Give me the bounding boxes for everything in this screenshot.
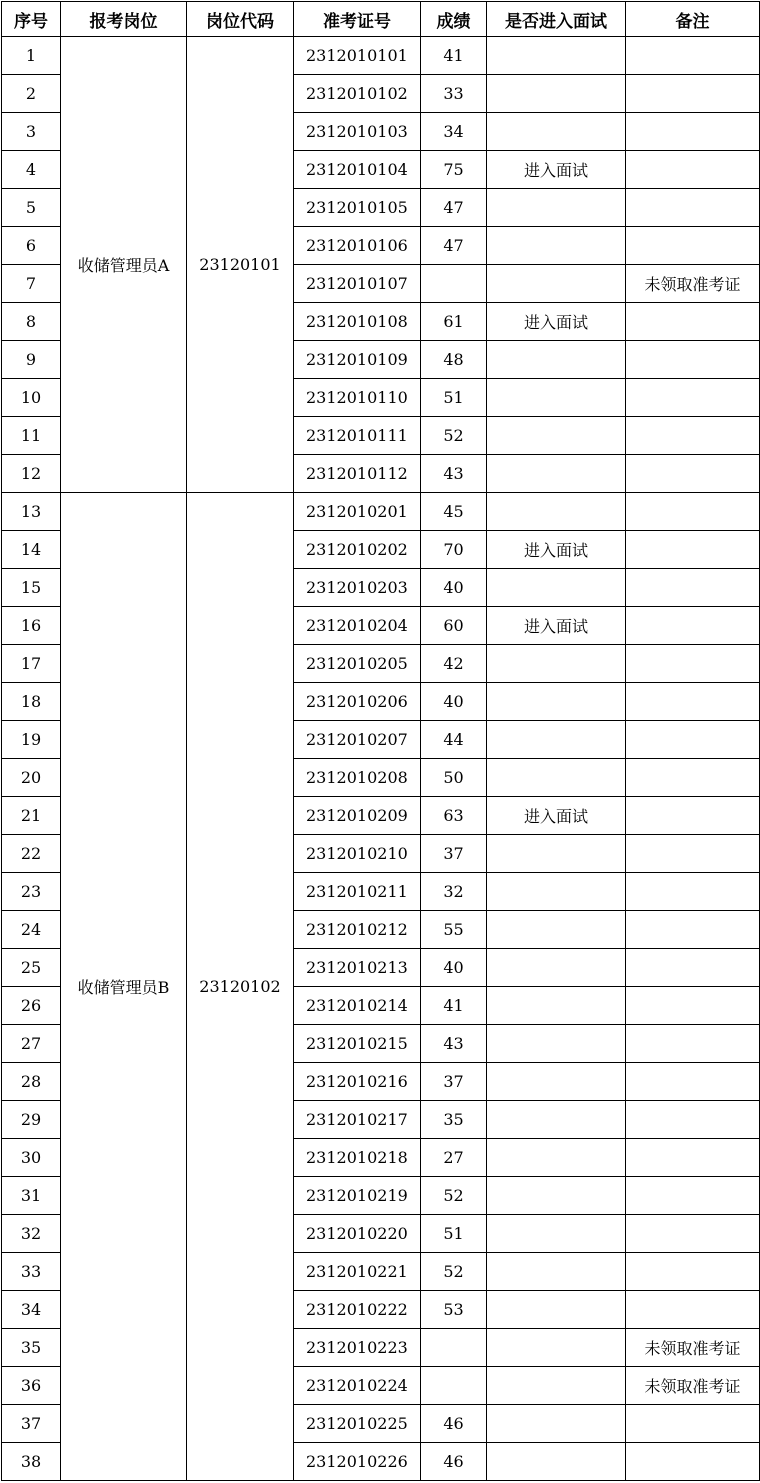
ticket-number-cell: 2312010217 <box>294 1101 421 1139</box>
interview-status-cell <box>487 1063 626 1101</box>
remark-cell <box>626 797 760 835</box>
row-no-cell: 18 <box>2 683 61 721</box>
ticket-number-cell: 2312010106 <box>294 227 421 265</box>
score-cell: 52 <box>421 1253 487 1291</box>
interview-status-cell <box>487 835 626 873</box>
score-cell: 33 <box>421 75 487 113</box>
ticket-number-cell: 2312010219 <box>294 1177 421 1215</box>
interview-status-cell: 进入面试 <box>487 531 626 569</box>
score-cell: 46 <box>421 1405 487 1443</box>
interview-status-cell <box>487 1443 626 1481</box>
row-no-cell: 9 <box>2 341 61 379</box>
score-cell: 63 <box>421 797 487 835</box>
score-cell: 34 <box>421 113 487 151</box>
row-no-cell: 8 <box>2 303 61 341</box>
row-no-cell: 15 <box>2 569 61 607</box>
score-cell: 51 <box>421 379 487 417</box>
interview-status-cell <box>487 341 626 379</box>
score-cell: 27 <box>421 1139 487 1177</box>
position-cell: 收储管理员B <box>61 493 187 1481</box>
ticket-number-cell: 2312010204 <box>294 607 421 645</box>
ticket-number-cell: 2312010208 <box>294 759 421 797</box>
remark-cell <box>626 607 760 645</box>
row-no-cell: 22 <box>2 835 61 873</box>
row-no-cell: 20 <box>2 759 61 797</box>
table-row <box>2 37 760 75</box>
row-no-cell: 36 <box>2 1367 61 1405</box>
row-no-cell: 2 <box>2 75 61 113</box>
row-no-cell: 25 <box>2 949 61 987</box>
remark-cell <box>626 873 760 911</box>
score-cell: 55 <box>421 911 487 949</box>
remark-cell <box>626 341 760 379</box>
remark-cell <box>626 1139 760 1177</box>
score-cell: 40 <box>421 683 487 721</box>
ticket-number-cell: 2312010220 <box>294 1215 421 1253</box>
ticket-number-cell: 2312010111 <box>294 417 421 455</box>
position-code-cell: 23120102 <box>187 493 294 1481</box>
score-cell: 52 <box>421 417 487 455</box>
score-cell: 61 <box>421 303 487 341</box>
score-cell: 43 <box>421 1025 487 1063</box>
ticket-number-cell: 2312010210 <box>294 835 421 873</box>
row-no-cell: 1 <box>2 37 61 75</box>
interview-status-cell <box>487 37 626 75</box>
ticket-number-cell: 2312010225 <box>294 1405 421 1443</box>
remark-cell <box>626 303 760 341</box>
table-body <box>2 37 760 1481</box>
interview-status-cell: 进入面试 <box>487 607 626 645</box>
row-no-cell: 4 <box>2 151 61 189</box>
interview-status-cell: 进入面试 <box>487 151 626 189</box>
remark-cell <box>626 569 760 607</box>
interview-status-cell <box>487 493 626 531</box>
ticket-number-cell: 2312010226 <box>294 1443 421 1481</box>
remark-cell <box>626 493 760 531</box>
header-position-code: 岗位代码 <box>187 2 294 37</box>
remark-cell <box>626 949 760 987</box>
interview-status-cell: 进入面试 <box>487 797 626 835</box>
position-cell: 收储管理员A <box>61 37 187 493</box>
score-cell: 53 <box>421 1291 487 1329</box>
row-no-cell: 10 <box>2 379 61 417</box>
ticket-number-cell: 2312010206 <box>294 683 421 721</box>
row-no-cell: 30 <box>2 1139 61 1177</box>
score-cell: 43 <box>421 455 487 493</box>
remark-cell <box>626 683 760 721</box>
remark-cell <box>626 455 760 493</box>
score-cell: 46 <box>421 1443 487 1481</box>
interview-status-cell <box>487 265 626 303</box>
ticket-number-cell: 2312010212 <box>294 911 421 949</box>
interview-status-cell <box>487 721 626 759</box>
ticket-number-cell: 2312010218 <box>294 1139 421 1177</box>
interview-status-cell <box>487 455 626 493</box>
ticket-number-cell: 2312010203 <box>294 569 421 607</box>
remark-cell <box>626 645 760 683</box>
remark-cell <box>626 835 760 873</box>
ticket-number-cell: 2312010207 <box>294 721 421 759</box>
row-no-cell: 13 <box>2 493 61 531</box>
remark-cell <box>626 987 760 1025</box>
row-no-cell: 35 <box>2 1329 61 1367</box>
row-no-cell: 37 <box>2 1405 61 1443</box>
row-no-cell: 21 <box>2 797 61 835</box>
remark-cell <box>626 531 760 569</box>
remark-cell <box>626 417 760 455</box>
score-cell: 45 <box>421 493 487 531</box>
row-no-cell: 27 <box>2 1025 61 1063</box>
ticket-number-cell: 2312010215 <box>294 1025 421 1063</box>
ticket-number-cell: 2312010214 <box>294 987 421 1025</box>
remark-cell <box>626 37 760 75</box>
interview-status-cell <box>487 1329 626 1367</box>
interview-status-cell <box>487 1367 626 1405</box>
interview-status-cell <box>487 911 626 949</box>
header-no: 序号 <box>2 2 61 37</box>
row-no-cell: 33 <box>2 1253 61 1291</box>
remark-cell <box>626 1443 760 1481</box>
remark-cell <box>626 1253 760 1291</box>
ticket-number-cell: 2312010109 <box>294 341 421 379</box>
score-cell: 40 <box>421 569 487 607</box>
position-code-cell: 23120101 <box>187 37 294 493</box>
row-no-cell: 6 <box>2 227 61 265</box>
interview-status-cell <box>487 379 626 417</box>
remark-cell <box>626 75 760 113</box>
ticket-number-cell: 2312010205 <box>294 645 421 683</box>
score-cell <box>421 265 487 303</box>
remark-cell: 未领取准考证 <box>626 265 760 303</box>
ticket-number-cell: 2312010211 <box>294 873 421 911</box>
score-cell: 47 <box>421 227 487 265</box>
interview-status-cell <box>487 1291 626 1329</box>
ticket-number-cell: 2312010108 <box>294 303 421 341</box>
remark-cell <box>626 721 760 759</box>
ticket-number-cell: 2312010216 <box>294 1063 421 1101</box>
ticket-number-cell: 2312010222 <box>294 1291 421 1329</box>
score-cell: 50 <box>421 759 487 797</box>
score-cell: 51 <box>421 1215 487 1253</box>
score-cell: 48 <box>421 341 487 379</box>
interview-status-cell <box>487 113 626 151</box>
interview-status-cell <box>487 987 626 1025</box>
results-table <box>1 1 760 1481</box>
interview-status-cell <box>487 1101 626 1139</box>
remark-cell <box>626 1291 760 1329</box>
score-cell: 42 <box>421 645 487 683</box>
ticket-number-cell: 2312010103 <box>294 113 421 151</box>
row-no-cell: 26 <box>2 987 61 1025</box>
interview-status-cell <box>487 75 626 113</box>
score-cell: 70 <box>421 531 487 569</box>
remark-cell <box>626 1405 760 1443</box>
row-no-cell: 31 <box>2 1177 61 1215</box>
interview-status-cell <box>487 1405 626 1443</box>
remark-cell: 未领取准考证 <box>626 1367 760 1405</box>
row-no-cell: 5 <box>2 189 61 227</box>
remark-cell <box>626 1063 760 1101</box>
remark-cell <box>626 227 760 265</box>
ticket-number-cell: 2312010202 <box>294 531 421 569</box>
interview-status-cell <box>487 569 626 607</box>
remark-cell <box>626 911 760 949</box>
score-cell: 32 <box>421 873 487 911</box>
interview-status-cell <box>487 1177 626 1215</box>
score-cell <box>421 1367 487 1405</box>
ticket-number-cell: 2312010221 <box>294 1253 421 1291</box>
header-row <box>2 2 760 37</box>
remark-cell <box>626 1025 760 1063</box>
score-cell: 37 <box>421 835 487 873</box>
interview-status-cell <box>487 1253 626 1291</box>
ticket-number-cell: 2312010209 <box>294 797 421 835</box>
remark-cell <box>626 1215 760 1253</box>
row-no-cell: 23 <box>2 873 61 911</box>
interview-status-cell <box>487 949 626 987</box>
interview-status-cell <box>487 759 626 797</box>
ticket-number-cell: 2312010201 <box>294 493 421 531</box>
score-cell: 75 <box>421 151 487 189</box>
interview-status-cell <box>487 873 626 911</box>
interview-status-cell <box>487 645 626 683</box>
ticket-number-cell: 2312010110 <box>294 379 421 417</box>
remark-cell <box>626 1101 760 1139</box>
ticket-number-cell: 2312010107 <box>294 265 421 303</box>
row-no-cell: 17 <box>2 645 61 683</box>
row-no-cell: 12 <box>2 455 61 493</box>
row-no-cell: 34 <box>2 1291 61 1329</box>
table-row <box>2 493 760 531</box>
score-cell: 37 <box>421 1063 487 1101</box>
interview-status-cell <box>487 1215 626 1253</box>
header-position: 报考岗位 <box>61 2 187 37</box>
header-interview: 是否进入面试 <box>487 2 626 37</box>
header-ticket-number: 准考证号 <box>294 2 421 37</box>
row-no-cell: 11 <box>2 417 61 455</box>
ticket-number-cell: 2312010105 <box>294 189 421 227</box>
row-no-cell: 19 <box>2 721 61 759</box>
interview-status-cell <box>487 1025 626 1063</box>
score-cell: 41 <box>421 37 487 75</box>
remark-cell <box>626 113 760 151</box>
ticket-number-cell: 2312010223 <box>294 1329 421 1367</box>
remark-cell <box>626 379 760 417</box>
row-no-cell: 29 <box>2 1101 61 1139</box>
row-no-cell: 7 <box>2 265 61 303</box>
header-remark: 备注 <box>626 2 760 37</box>
remark-cell <box>626 759 760 797</box>
ticket-number-cell: 2312010104 <box>294 151 421 189</box>
score-cell: 52 <box>421 1177 487 1215</box>
ticket-number-cell: 2312010224 <box>294 1367 421 1405</box>
row-no-cell: 24 <box>2 911 61 949</box>
row-no-cell: 32 <box>2 1215 61 1253</box>
ticket-number-cell: 2312010213 <box>294 949 421 987</box>
score-cell: 35 <box>421 1101 487 1139</box>
row-no-cell: 16 <box>2 607 61 645</box>
interview-status-cell <box>487 417 626 455</box>
score-cell <box>421 1329 487 1367</box>
score-cell: 41 <box>421 987 487 1025</box>
remark-cell <box>626 189 760 227</box>
row-no-cell: 3 <box>2 113 61 151</box>
remark-cell <box>626 1177 760 1215</box>
score-cell: 47 <box>421 189 487 227</box>
row-no-cell: 38 <box>2 1443 61 1481</box>
remark-cell <box>626 151 760 189</box>
ticket-number-cell: 2312010112 <box>294 455 421 493</box>
header-score: 成绩 <box>421 2 487 37</box>
score-cell: 44 <box>421 721 487 759</box>
score-cell: 40 <box>421 949 487 987</box>
interview-status-cell <box>487 227 626 265</box>
interview-status-cell: 进入面试 <box>487 303 626 341</box>
score-cell: 60 <box>421 607 487 645</box>
ticket-number-cell: 2312010102 <box>294 75 421 113</box>
interview-status-cell <box>487 683 626 721</box>
row-no-cell: 14 <box>2 531 61 569</box>
interview-status-cell <box>487 1139 626 1177</box>
interview-status-cell <box>487 189 626 227</box>
remark-cell: 未领取准考证 <box>626 1329 760 1367</box>
ticket-number-cell: 2312010101 <box>294 37 421 75</box>
row-no-cell: 28 <box>2 1063 61 1101</box>
